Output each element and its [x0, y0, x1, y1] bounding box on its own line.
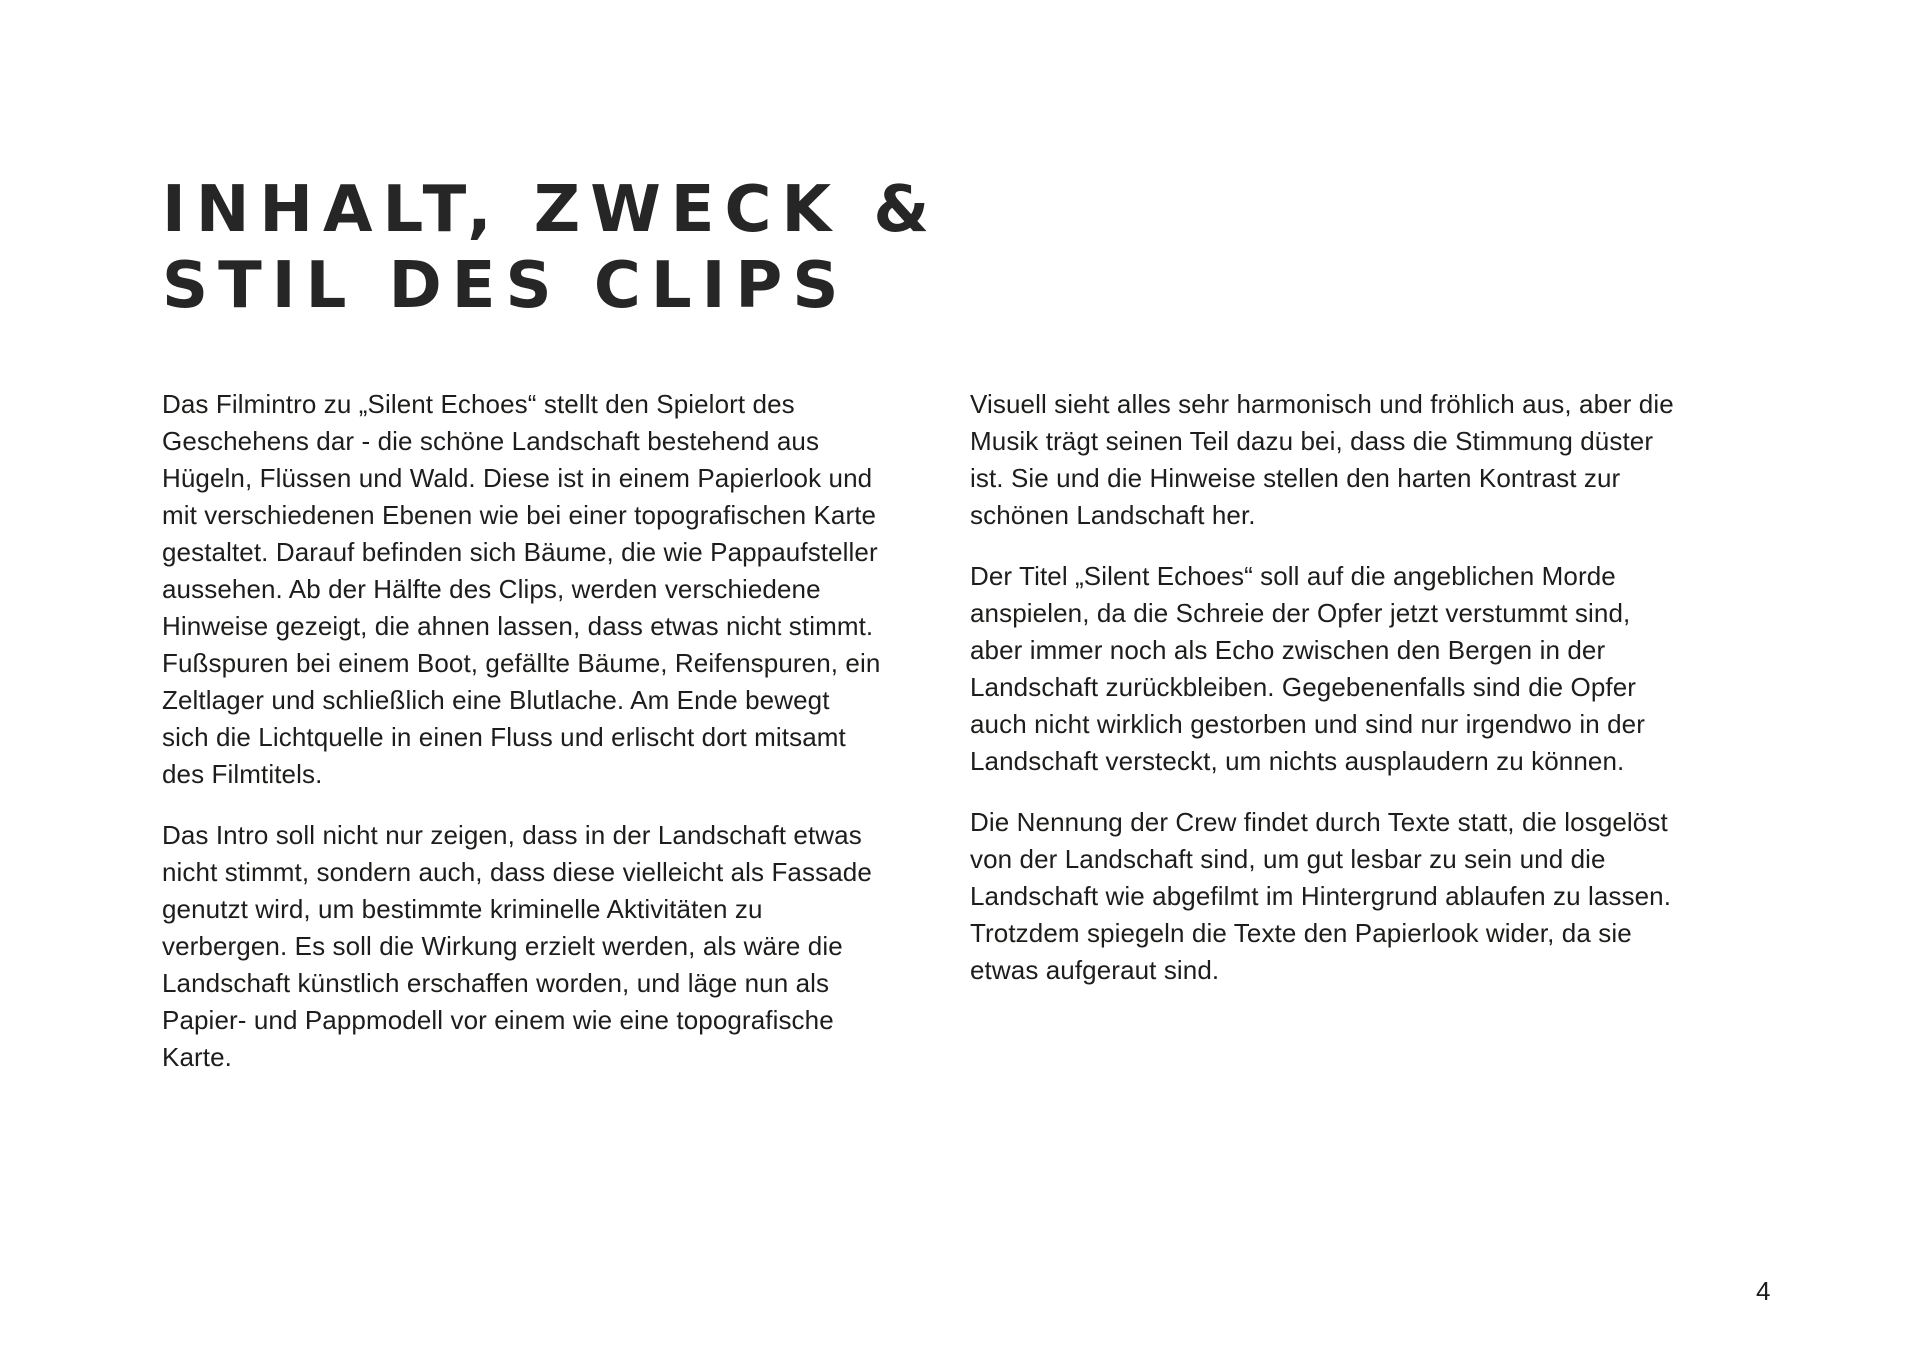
page-title-line-1: INHALT, ZWECK &	[162, 173, 940, 247]
paragraph: Die Nennung der Crew findet durch Texte statt, die losgelöst von der Landschaft sind, um gut lesbar zu sein und die Landschaft wie abgefilmt im Hintergrund ablaufen zu lassen. Trotzdem spiegeln die Texte den Papierlook wider, da sie etwas aufgeraut sind.	[970, 807, 1672, 985]
page-title	[162, 172, 939, 324]
paragraph: Der Titel „Silent Echoes“ soll auf die angeblichen Morde anspielen, da die Schreie der Opfer jetzt verstummt sind, aber immer noch als Echo zwischen den Bergen in der Landschaft zurückbleiben. Gegebenenfalls sind die Opfer auch nicht wirklich gestorben und sind nur irgendwo in der Landschaft versteckt, um nichts ausplaudern zu können.	[970, 561, 1645, 776]
right-text-column	[970, 386, 1690, 1013]
paragraph: Das Filmintro zu „Silent Echoes“ stellt den Spielort des Geschehens dar - die schöne Landschaft bestehend aus Hügeln, Flüssen und Wald. Diese ist in einem Papierlook und mit verschiedenen Ebenen wie bei einer topografischen Karte gestaltet. Darauf befinden sich Bäume, die wie Pappaufsteller aussehen. Ab der Hälfte des Clips, werden verschiedene Hinweise gezeigt, die ahnen lassen, dass etwas nicht stimmt. Fußspuren bei einem Boot, gefällte Bäume, Reifenspuren, ein Zeltlager und schließlich eine Blutlache. Am Ende bewegt sich die Lichtquelle in einen Fluss und erlischt dort mitsamt des Filmtitels.	[162, 389, 881, 789]
page-title-line-2: STIL DES CLIPS	[162, 249, 849, 323]
left-text-column	[162, 386, 882, 1100]
page-number: 4	[1756, 1276, 1771, 1306]
paragraph: Das Intro soll nicht nur zeigen, dass in der Landschaft etwas nicht stimmt, sondern auch, dass diese vielleicht als Fassade genutzt wird, um bestimmte kriminelle Aktivitäten zu verbergen. Es soll die Wirkung erzielt werden, als wäre die Landschaft künstlich erschaffen worden, und läge nun als Papier- und Pappmodell vor einem wie eine topografische Karte.	[162, 820, 872, 1072]
paragraph: Visuell sieht alles sehr harmonisch und fröhlich aus, aber die Musik trägt seinen Teil dazu bei, dass die Stimmung düster ist. Sie und die Hinweise stellen den harten Kontrast zur schönen Landschaft her.	[970, 389, 1674, 530]
